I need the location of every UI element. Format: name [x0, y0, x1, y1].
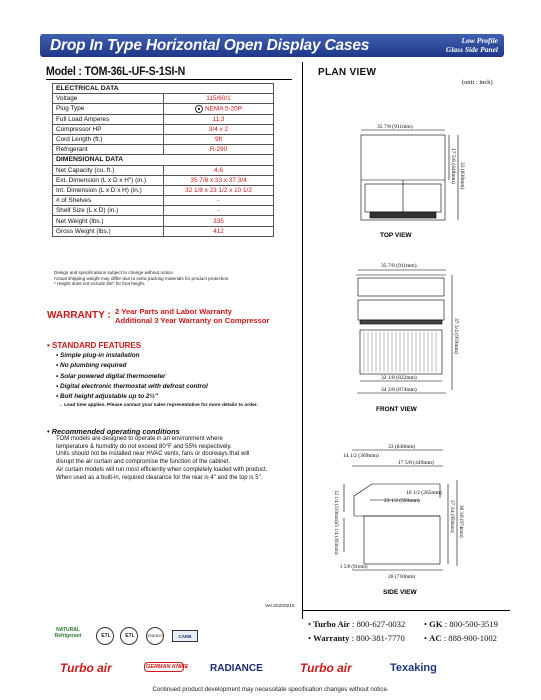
side-view-drawing: [344, 450, 457, 570]
unit-label: (unit : inch): [462, 79, 493, 86]
recommended-body: TOM models are designed to operate in an environment where temperature & humidity do not exceed 80°F and 55% respectively. Units should not be installed near HVAC vents, fans or doorways that will disrupt the air curtain and compromise the function of the cabinet. Air curtain models will run most efficiently when completely loaded with product. When used as a built-in, required clearance for the rear is 4" and the top is 5".: [56, 436, 268, 481]
model-number: Model : TOM-36L-UF-S-1SI-N: [46, 66, 186, 78]
contact-warranty: • Warranty : 800-381-7770: [308, 633, 405, 643]
certification-logos: [50, 627, 200, 649]
side-dim-f: 15 1/4 (393mm): [333, 522, 338, 555]
brand-texaking: Texaking: [390, 662, 437, 674]
side-height-dim-2: 38 3/8 (974mm): [458, 505, 463, 538]
top-depth-dim-2: 33 (838mm): [459, 162, 465, 190]
spec-row: Net Capacity (cu. ft.) 4.6: [53, 165, 274, 175]
side-dim-e: 12 1/4 (310mm): [333, 490, 338, 523]
subtitle-low-profile: Low Profile: [461, 36, 498, 45]
dimensional-heading: DIMENSIONAL DATA: [53, 155, 274, 165]
front-width-dim: 35 7/8 (911mm): [381, 263, 417, 269]
energy-circle-icon: [146, 627, 164, 645]
spec-row: Voltage 115/60/1: [53, 94, 274, 104]
list-item: • Simple plug-in installation: [56, 351, 208, 361]
energy-logo: ENERGY: [146, 627, 166, 647]
natural-refrigerant-logo: NATURAL Refrigerant: [54, 627, 82, 639]
plan-view-title: PLAN VIEW: [318, 67, 377, 78]
brand-radiance: RADIANCE: [210, 663, 263, 674]
side-dim-d: 23 1/2 (593mm): [384, 498, 420, 504]
electrical-heading: ELECTRICAL DATA: [53, 84, 274, 94]
spec-row: Cord Length (ft.) 9ft: [53, 134, 274, 144]
spec-row: Gross Weight (lbs.) 412: [53, 226, 274, 236]
lead-time-note: → Lead time applies. Please contact your sales representative for more details to order.: [58, 403, 258, 408]
contact-divider: [302, 610, 510, 611]
side-dim-b: 17 5/8 (449mm): [398, 460, 434, 466]
side-height-dim-1: 37 3/4 (959mm): [449, 500, 454, 533]
side-dim-a: 14 1/2 (369mm): [343, 453, 379, 459]
front-view-label: FRONT VIEW: [376, 406, 417, 413]
recommended-title: • Recommended operating conditions: [47, 427, 180, 436]
contact-gk: • GK : 800-500-3519: [424, 619, 498, 629]
spec-row: Full Load Amperes 11.3: [53, 114, 274, 124]
spec-row: Refrigerant R-290: [53, 145, 274, 155]
top-view-label: TOP VIEW: [380, 232, 412, 239]
etl-sanitation-circle-icon: [120, 627, 138, 645]
spec-row: Int. Dimension (L x D x H) (in.) 32 1/8 x 23 1/2 x 10 1/2: [53, 185, 274, 195]
front-height-dim: 37 3/4 (959mm): [453, 318, 459, 354]
standard-features-title: • STANDARD FEATURES: [47, 341, 142, 350]
carb-logo: CARB: [172, 630, 198, 642]
side-dim-c: 10 1/2 (265mm): [406, 490, 442, 496]
spec-row: # of Shelves -: [53, 196, 274, 206]
front-base-dim: 34 3/8 (874mm): [381, 387, 417, 393]
etl-logo: ETL: [96, 627, 116, 647]
page-title: Drop In Type Horizontal Open Display Cases: [50, 37, 370, 54]
spec-row: Plug Type NEMA 5-20P: [53, 104, 274, 114]
spec-row: Compressor HP 3/4 x 2: [53, 124, 274, 134]
brand-logos: [60, 661, 480, 679]
side-base-dim: 28 (710mm): [388, 574, 416, 580]
brand-german-knife: GERMAN KNIFE: [146, 664, 189, 670]
list-item: • No plumbing required: [56, 361, 208, 371]
list-item: • Bolt height adjustable up to 2½": [56, 392, 208, 402]
front-inner-dim: 32 1/8 (822mm): [381, 375, 417, 381]
etl-sanitation-logo: ETL: [120, 627, 140, 647]
side-depth-dim: 33 (838mm): [388, 444, 416, 450]
brand-turbo-air-2: Turbo air: [300, 661, 352, 675]
warranty-line-1: 2 Year Parts and Labor Warranty: [115, 307, 232, 316]
version-label: Ver.20220215: [265, 604, 295, 609]
brand-turbo-air-1: Turbo air: [60, 661, 112, 675]
top-depth-dim-1: 17 5/8 (448mm): [450, 148, 456, 184]
spec-notes: Design and specifications subject to change without notice. Actual shipping weight may differ due to extra packing materials for product protection. * Height does not include 5/8" for foot height.: [54, 270, 230, 287]
list-item: • Digital electronic thermostat with defrost control: [56, 382, 208, 392]
etl-circle-icon: [96, 627, 114, 645]
spec-row: Shelf Size (L x D) (in.) -: [53, 206, 274, 216]
top-view-drawing: [361, 130, 458, 220]
contact-ac: • AC : 888-900-1002: [424, 633, 497, 643]
side-dim-g: 3 5/8 (91mm): [340, 565, 368, 570]
list-item: • Solar powered digital thermometer: [56, 372, 208, 382]
spec-row: Net Weight (lbs.) 335: [53, 216, 274, 226]
footer-disclaimer: Continued product development may necessitate specification changes without notice.: [152, 686, 389, 693]
top-width-dim: 35 7/8 (911mm): [377, 124, 413, 130]
contact-turbo-air: • Turbo Air : 800-627-0032: [308, 619, 406, 629]
warranty-line-2: Additional 3 Year Warranty on Compressor: [115, 316, 270, 325]
subtitle-glass-side-panel: Glass Side Panel: [445, 45, 498, 54]
spec-row: Ext. Dimension (L x D x H") (in.) 35 7/8 x 33 x 37 3/4: [53, 175, 274, 185]
warranty-label: WARRANTY :: [47, 310, 111, 321]
side-view-label: SIDE VIEW: [383, 589, 417, 596]
